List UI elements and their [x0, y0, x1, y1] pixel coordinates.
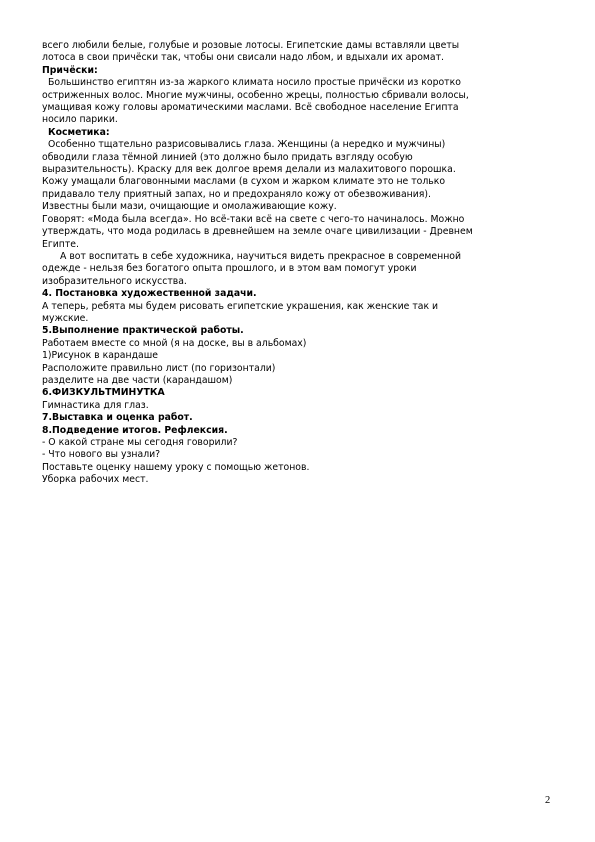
text-line: обводили глаза тёмной линией (это должно было придать взгляду особую — [42, 151, 413, 163]
text-line: А теперь, ребята мы будем рисовать египетские украшения, как женские так и — [42, 300, 439, 312]
text-line: А вот воспитать в себе художника, научиться видеть прекрасное в современной — [60, 250, 462, 262]
section-heading: Причёски: — [42, 64, 98, 76]
text-line: Говорят: «Мода была всегда». Но всё-таки всё на свете с чего-то начиналось. Можно — [42, 213, 465, 225]
text-line: Поставьте оценку нашему уроку с помощью жетонов. — [42, 461, 310, 473]
text-line: придавало телу приятный запах, но и предохраняло кожу от обезвоживания). — [42, 188, 431, 200]
text-line: - О какой стране мы сегодня говорили? — [42, 437, 238, 448]
text-line: одежде - нельзя без богатого опыта прошлого, и в этом вам помогут уроки — [42, 263, 417, 275]
text-line: мужские. — [42, 312, 89, 324]
text-line: Большинство египтян из-за жаркого климата носило простые причёски из коротко — [48, 77, 461, 89]
text-line: - Что нового вы узнали? — [42, 449, 161, 461]
text-line: всего любили белые, голубые и розовые лотосы. Египетские дамы вставляли цветы — [42, 40, 460, 51]
text-line: Известны были мази, очищающие и омолаживающие кожу. — [42, 201, 337, 213]
text-line: выразительность). Краску для век долгое время делали из малахитового порошка. — [42, 164, 456, 176]
text-line: изобразительного искусства. — [42, 275, 187, 287]
section-heading: 6.ФИЗКУЛЬТМИНУТКА — [42, 387, 165, 399]
text-line: Уборка рабочих мест. — [42, 474, 149, 486]
section-heading: 5.Выполнение практической работы. — [42, 325, 244, 337]
section-heading: 8.Подведение итогов. Рефлексия. — [42, 424, 228, 436]
text-line: лотоса в свои причёски так, чтобы они свисали надо лбом, и вдыхали их аромат. — [42, 52, 444, 64]
text-line: Кожу умащали благовонными маслами (в сухом и жарком климате это не только — [42, 176, 446, 188]
text-line: носило парики. — [42, 114, 118, 126]
text-line: Гимнастика для глаз. — [42, 399, 149, 411]
section-heading: 4. Постановка художественной задачи. — [42, 288, 257, 300]
text-line: Расположите правильно лист (по горизонтали) — [42, 362, 276, 374]
text-line: 1)Рисунок в карандаше — [42, 350, 158, 362]
text-line: разделите на две части (карандашом) — [42, 374, 233, 386]
section-heading: Косметика: — [48, 126, 110, 138]
text-line: Особенно тщательно разрисовывались глаза. Женщины (а нередко и мужчины) — [48, 139, 446, 151]
document-body — [42, 40, 558, 487]
section-heading: 7.Выставка и оценка работ. — [42, 412, 193, 424]
text-line: Египте. — [42, 238, 79, 250]
text-line: Работаем вместе со мной (я на доске, вы в альбомах) — [42, 337, 307, 349]
page-number: 2 — [545, 795, 551, 806]
text-line: утверждать, что мода родилась в древнейшем на земле очаге цивилизации - Древнем — [42, 226, 473, 238]
text-line: остриженных волос. Многие мужчины, особенно жрецы, полностью сбривали волосы, — [42, 89, 469, 101]
text-line: умащивая кожу головы ароматическими маслами. Всё свободное население Египта — [42, 102, 459, 114]
